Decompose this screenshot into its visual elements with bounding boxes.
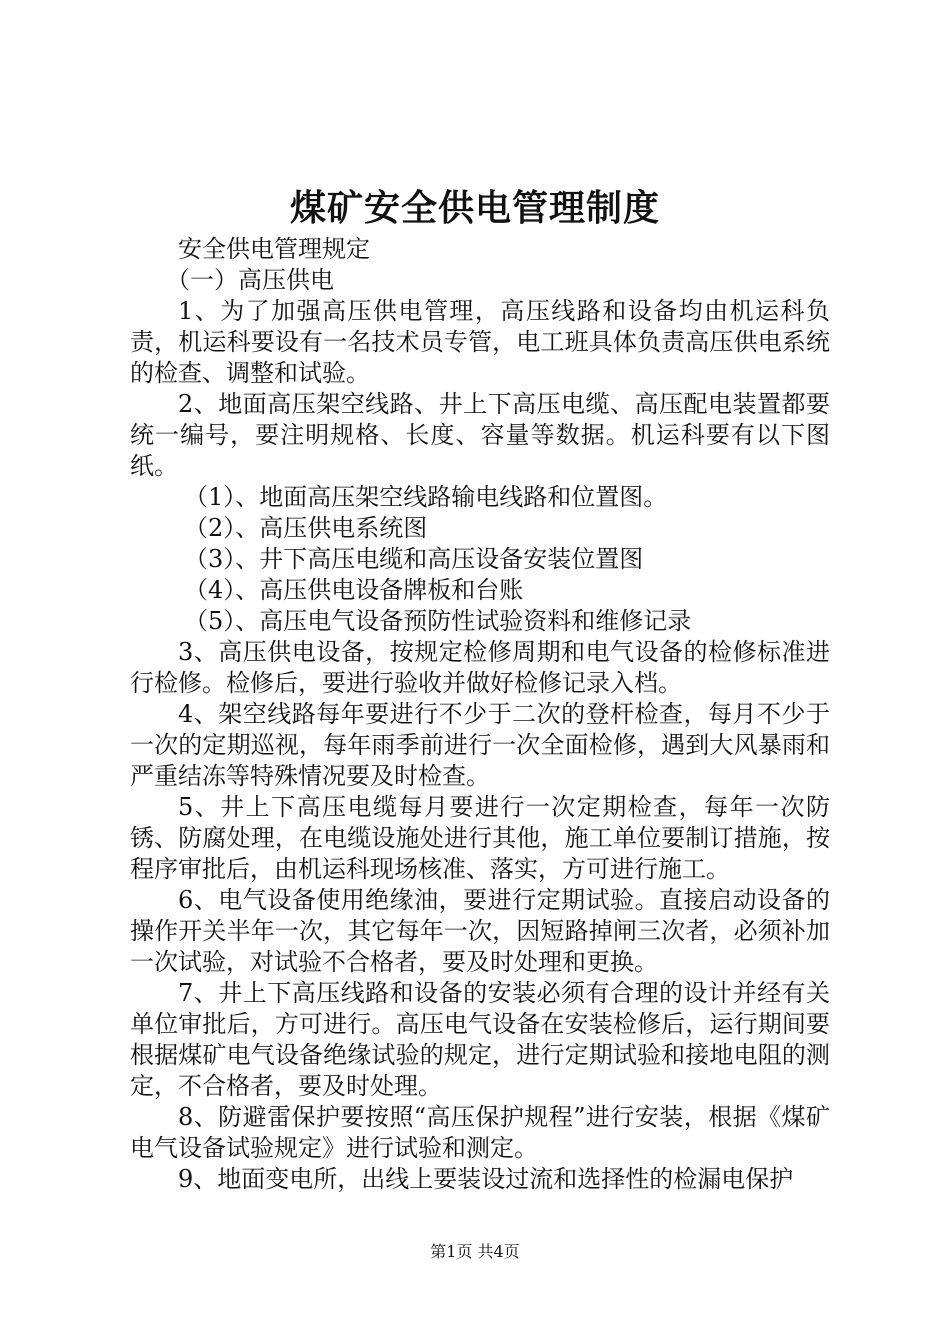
document-title: 煤矿安全供电管理制度 — [289, 187, 660, 229]
list-item: （1）、地面高压架空线路输电线路和位置图。 — [184, 483, 668, 511]
paragraph: 9、地面变电所，出线上要装设过流和选择性的检漏电保护 — [178, 1165, 794, 1193]
paragraph: 7、井上下高压线路和设备的安装必须有合理的设计并经有关单位审批后，方可进行。高压电气设备在安装检修后，运行期间要根据煤矿电气设备绝缘试验的规定，进行定期试验和接地电阻的测定，不合格者，要及时处理。 — [130, 979, 830, 1100]
section-heading: 安全供电管理规定 — [178, 235, 370, 263]
paragraph: 6、电气设备使用绝缘油，要进行定期试验。直接启动设备的操作开关半年一次，其它每年一次，因短路掉闸三次者，必须补加一次试验，对试验不合格者，要及时处理和更换。 — [130, 886, 830, 976]
paragraph: 8、防避雷保护要按照“高压保护规程”进行安装，根据《煤矿电气设备试验规定》进行试验和测定。 — [130, 1103, 830, 1162]
paragraph: 4、架空线路每年要进行不少于二次的登杆检查，每月不少于一次的定期巡视，每年雨季前进行一次全面检修，遇到大风暴雨和严重结冻等特殊情况要及时检查。 — [130, 700, 830, 790]
paragraph: 2、地面高压架空线路、井上下高压电缆、高压配电装置都要统一编号，要注明规格、长度、容量等数据。机运科要有以下图纸。 — [130, 390, 830, 480]
paragraph: 1、为了加强高压供电管理，高压线路和设备均由机运科负责，机运科要设有一名技术员专管，电工班具体负责高压供电系统的检查、调整和试验。 — [130, 297, 830, 387]
list-item: （3）、井下高压电缆和高压设备安装位置图 — [184, 545, 644, 573]
paragraph: 3、高压供电设备，按规定检修周期和电气设备的检修标准进行检修。检修后，要进行验收并做好检修记录入档。 — [130, 638, 830, 697]
list-item: （5）、高压电气设备预防性试验资料和维修记录 — [184, 607, 692, 635]
paragraph: 5、井上下高压电缆每月要进行一次定期检查，每年一次防锈、防腐处理，在电缆设施处进行其他，施工单位要制订措施，按程序审批后，由机运科现场核准、落实，方可进行施工。 — [130, 793, 830, 883]
page-footer: 第1页 共4页 — [430, 1242, 520, 1261]
document-body — [130, 234, 830, 1195]
subsection-heading: （一）高压供电 — [166, 266, 334, 294]
list-item: （4）、高压供电设备牌板和台账 — [184, 576, 524, 604]
list-item: （2）、高压供电系统图 — [184, 514, 428, 542]
